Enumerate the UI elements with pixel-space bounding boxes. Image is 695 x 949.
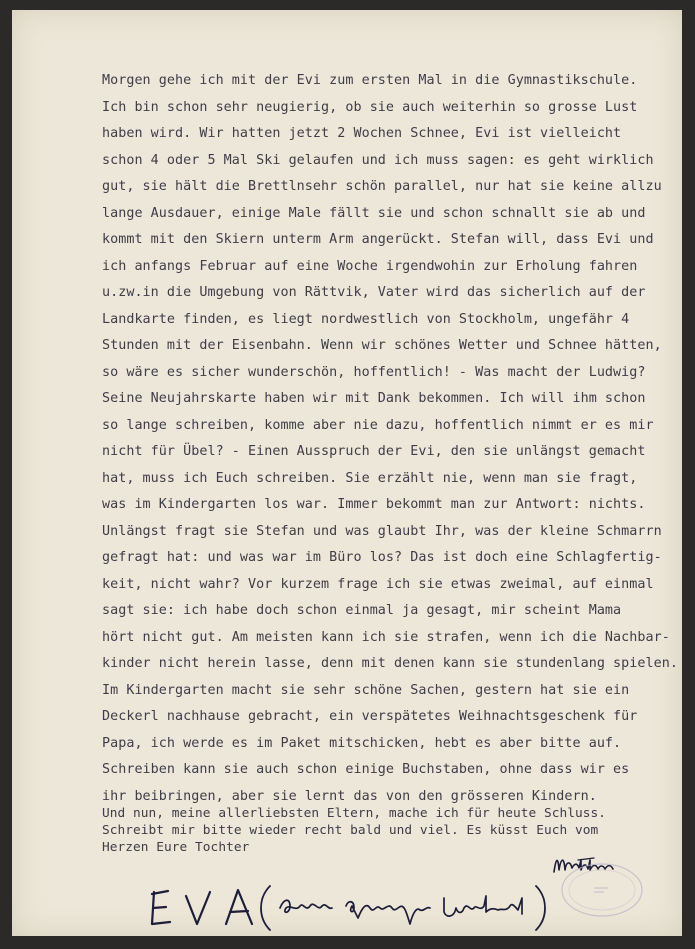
letter-line: u.zw.in die Umgebung von Rättvik, Vater wird das sicherlich auf der (102, 285, 646, 300)
letter-line: gut, sie hält die Brettlnsehr schön parallel, nur hat sie keine allzu (102, 179, 662, 194)
letter-line: Morgen gehe ich mit der Evi zum ersten Mal in die Gymnastikschule. (102, 73, 638, 88)
letter-line: lange Ausdauer, einige Male fällt sie und schon schnallt sie ab und (102, 206, 646, 221)
letter-line: keit, nicht wahr? Vor kurzem frage ich sie etwas zweimal, auf einmal (102, 577, 654, 592)
letter-line: gefragt hat: und was war im Büro los? Das ist doch eine Schlagfertig- (102, 550, 662, 565)
letter-line: schon 4 oder 5 Mal Ski gelaufen und ich muss sagen: es geht wirklich (102, 153, 654, 168)
letter-line: Und nun, meine allerliebsten Eltern, mache ich für heute Schluss. (102, 806, 607, 821)
letter-line: Im Kindergarten macht sie sehr schöne Sachen, gestern hat sie ein (102, 683, 630, 698)
letter-line: Schreibt mir bitte wieder recht bald und viel. Es küsst Euch vom (102, 823, 599, 838)
letter-line: kinder nicht herein lasse, denn mit denen kann sie stundenlang spielen. (102, 656, 678, 671)
letter-line: was im Kindergarten los war. Immer bekommt man zur Antwort: nichts. (102, 497, 646, 512)
letter-line: haben wird. Wir hatten jetzt 2 Wochen Schnee, Evi ist vielleicht (102, 126, 622, 141)
letter-page (12, 10, 682, 936)
letter-line: Unlängst fragt sie Stefan und was glaubt Ihr, was der kleine Schmarrn (102, 524, 662, 539)
child-signature (140, 878, 560, 934)
letter-line: ihr beibringen, aber sie lernt das von den grösseren Kindern. (102, 789, 597, 804)
letter-line: hört nicht gut. Am meisten kann ich sie strafen, wenn ich die Nachbar- (102, 630, 670, 645)
letter-line: kommt mit den Skiern unterm Arm angerückt. Stefan will, dass Evi und (102, 232, 654, 247)
letter-line: Landkarte finden, es liegt nordwestlich von Stockholm, ungefähr 4 (102, 312, 630, 327)
letter-line: Herzen Eure Tochter (102, 840, 250, 855)
letter-line: Ich bin schon sehr neugierig, ob sie auch weiterhin so grosse Lust (102, 100, 638, 115)
letter-line: Deckerl nachhause gebracht, ein verspätetes Weihnachtsgeschenk für (102, 709, 638, 724)
letter-line: so wäre es sicher wunderschön, hoffentlich! - Was macht der Ludwig? (102, 365, 646, 380)
letter-line: Papa, ich werde es im Paket mitschicken, hebt es aber bitte auf. (102, 736, 622, 751)
letter-line: so lange schreiben, komme aber nie dazu, hoffentlich nimmt er es mir (102, 418, 654, 433)
letter-line: nicht für Übel? - Einen Ausspruch der Evi, den sie unlängst gemacht (102, 444, 646, 459)
archive-stamp (550, 860, 650, 920)
letter-line: Schreiben kann sie auch schon einige Buchstaben, ohne dass wir es (102, 762, 630, 777)
letter-line: ich anfangs Februar auf eine Woche irgendwohin zur Erholung fahren (102, 259, 638, 274)
letter-line: Stunden mit der Eisenbahn. Wenn wir schönes Wetter und Schnee hätten, (102, 338, 662, 353)
letter-line: sagt sie: ich habe doch schon einmal ja gesagt, mir scheint Mama (102, 603, 622, 618)
letter-line: hat, muss ich Euch schreiben. Sie erzählt nie, wenn man sie fragt, (102, 471, 638, 486)
letter-line: Seine Neujahrskarte haben wir mit Dank bekommen. Ich will ihm schon (102, 391, 646, 406)
